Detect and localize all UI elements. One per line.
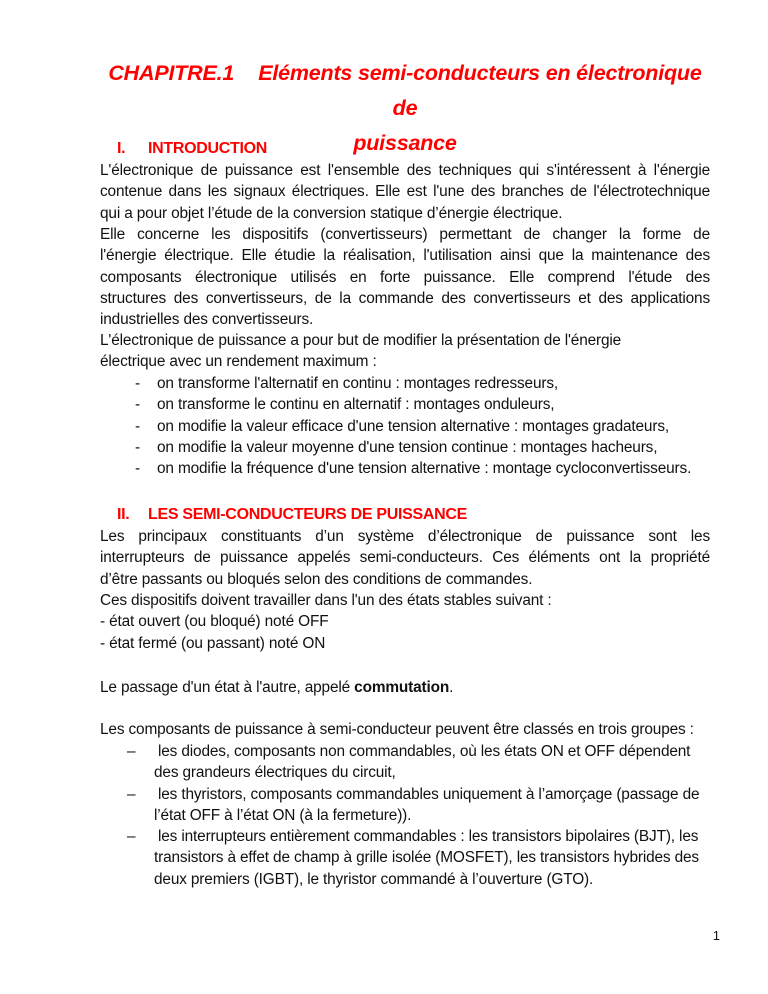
text-line: structures des convertisseurs, de la commande des convertisseurs et des applications <box>100 289 710 307</box>
groups-intro <box>100 719 710 740</box>
text-line: électrique avec un rendement maximum : <box>100 353 377 371</box>
list-item-text: deux premiers (IGBT), le thyristor commandé à l’ouverture (GTO). <box>154 870 594 888</box>
commutation-paragraph <box>100 677 710 698</box>
list-bullet: – <box>127 785 136 803</box>
list-bullet: - <box>135 438 140 456</box>
text-line: Les composants de puissance à semi-conducteur peuvent être classés en trois groupes : <box>100 721 694 738</box>
text-line: L'électronique de puissance a pour but de modifier la présentation de l'énergie <box>100 332 622 349</box>
text-line: qui a pour objet l’étude de la conversion statique d’énergie électrique. <box>100 204 563 222</box>
page-number: 1 <box>712 928 720 943</box>
text-line: contenue dans les signaux électriques. Elle est l'une des branches de l'électrotechnique <box>100 183 710 201</box>
list-bullet: – <box>127 828 136 846</box>
component-groups-list <box>100 741 720 890</box>
intro-paragraph-3 <box>100 330 710 373</box>
text-line: l'énergie électrique. Elle étudie la réalisation, l'utilisation ainsi que la maintenance des <box>100 247 710 265</box>
semiconductors-paragraph-1 <box>100 526 710 590</box>
list-item <box>100 458 720 479</box>
list-item-text: les diodes, composants non commandables, où les états ON et OFF dépendent <box>158 743 691 760</box>
list-item <box>100 416 720 437</box>
commutation-text: Le passage d'un état à l'autre, appelé <box>100 679 355 696</box>
section-title: LES SEMI-CONDUCTEURS DE PUISSANCE <box>148 506 468 523</box>
list-item-text: on modifie la fréquence d'une tension alternative : montage cycloconvertisseurs. <box>157 460 692 478</box>
commutation-term: commutation <box>354 679 450 696</box>
text-line: Les principaux constituants d’un système d’électronique de puissance sont les <box>100 528 710 545</box>
intro-paragraph-2 <box>100 224 710 330</box>
list-item-text: on transforme l'alternatif en continu : montages redresseurs, <box>157 375 558 392</box>
list-bullet: - <box>135 375 140 392</box>
conversion-list <box>100 373 720 479</box>
list-item <box>100 373 720 394</box>
list-item <box>100 784 720 827</box>
list-item <box>100 826 720 890</box>
list-item-text: les thyristors, composants commandables uniquement à l’amorçage (passage de <box>158 785 700 803</box>
list-item-text: on modifie la valeur efficace d'une tension alternative : montages gradateurs, <box>157 417 669 435</box>
list-item <box>100 741 720 784</box>
list-item-text: on modifie la valeur moyenne d'une tension continue : montages hacheurs, <box>157 438 658 456</box>
list-bullet: - <box>135 417 140 435</box>
state-on: - état fermé (ou passant) noté ON <box>100 634 326 652</box>
list-item <box>100 437 720 458</box>
list-item-text: on transforme le continu en alternatif : montages onduleurs, <box>157 396 555 414</box>
state-off: - état ouvert (ou bloqué) noté OFF <box>100 613 329 631</box>
text-line: L'électronique de puissance est l'ensemble des techniques qui s'intéressent à l'énergie <box>100 162 710 179</box>
text-line: composants électronique utilisés en forte puissance. Elle comprend l'étude des <box>100 268 710 286</box>
list-item-text: l’état OFF à l’état ON (à la fermeture)). <box>154 806 412 824</box>
list-item <box>100 394 720 415</box>
list-bullet: - <box>135 460 140 478</box>
chapter-number: CHAPITRE.1 <box>108 61 235 85</box>
text-line: industrielles des convertisseurs. <box>100 311 314 329</box>
section-heading-introduction <box>117 139 267 159</box>
states-paragraph <box>100 590 710 654</box>
list-item-text: les interrupteurs entièrement commandables : les transistors bipolaires (BJT), les <box>158 828 699 846</box>
text-line: Elle concerne les dispositifs (convertisseurs) permettant de changer la forme de <box>100 226 710 243</box>
text-line: interrupteurs de puissance appelés semi-conducteurs. Ces éléments ont la propriété <box>100 549 710 567</box>
section-number: II. <box>117 506 130 523</box>
chapter-title-line1: Eléments semi-conducteurs en électronique de <box>258 61 702 120</box>
section-title: INTRODUCTION <box>148 140 268 157</box>
section-heading-semiconductors <box>117 505 467 525</box>
list-item-text: des grandeurs électriques du circuit, <box>154 764 396 782</box>
commutation-end: . <box>449 679 454 696</box>
section-number: I. <box>117 140 126 157</box>
chapter-title-line2: puissance <box>353 131 457 155</box>
text-line: Ces dispositifs doivent travailler dans l'un des états stables suivant : <box>100 592 552 609</box>
text-line: d’être passants ou bloqués selon des conditions de commandes. <box>100 570 533 588</box>
list-bullet: - <box>135 396 140 414</box>
intro-paragraph-1 <box>100 160 710 224</box>
list-bullet: – <box>127 743 136 760</box>
list-item-text: transistors à effet de champ à grille isolée (MOSFET), les transistors hybrides des <box>154 849 699 867</box>
